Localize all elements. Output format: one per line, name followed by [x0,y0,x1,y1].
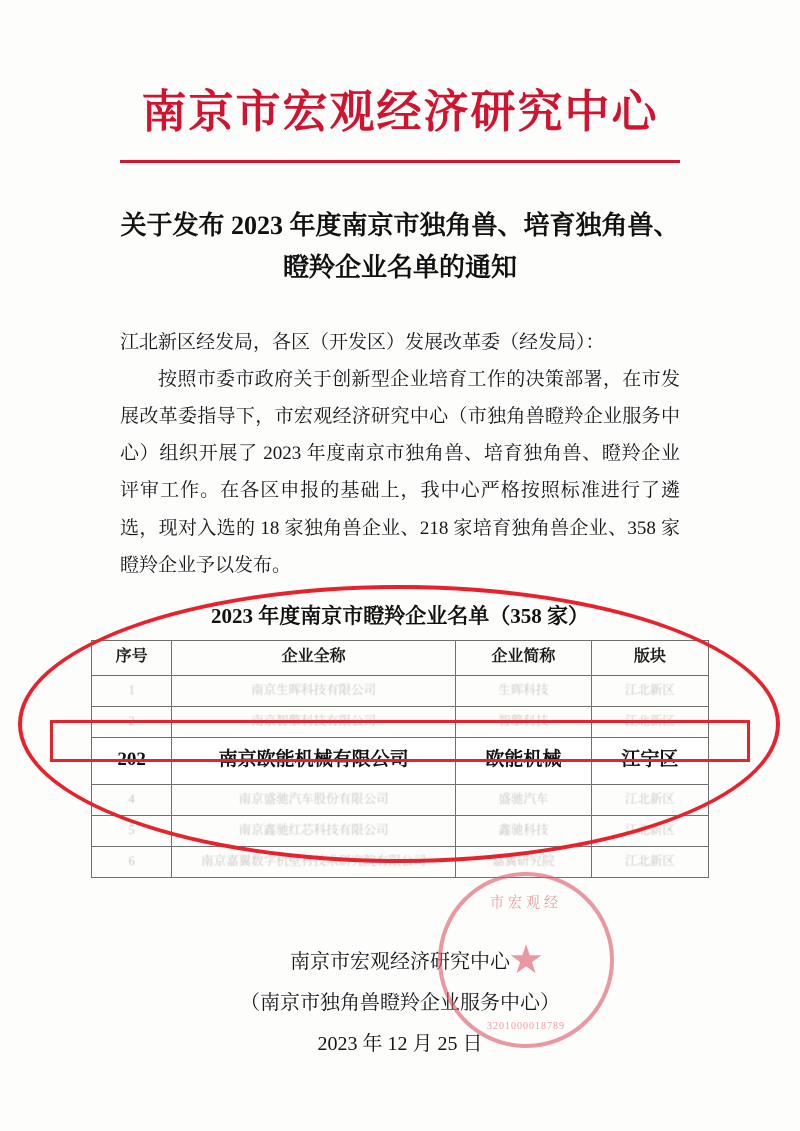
letterhead-divider [120,160,680,163]
cell-short: 盛驰汽车 [456,784,592,815]
column-header-district: 版块 [591,640,708,675]
table-row [92,706,709,737]
company-list-block [91,600,709,878]
table-caption: 2023 年度南京市瞪羚企业名单（358 家） [211,603,589,628]
page-title [110,205,690,291]
addressee-line: 江北新区经发局，各区（开发区）发展改革委（经发局）： [120,332,605,354]
cell-short: 生晖科技 [456,675,592,706]
cell-no: 2 [92,706,172,737]
body-paragraph: 按照市委市政府关于创新型企业培育工作的决策部署，在市发展改革委指导下，市宏观经济研究中心（市独角兽瞪羚企业服务中心）组织开展了 2023 年度南京市独角兽、培育独角兽、瞪羚企业评审工作。在各区申报的基础上，我中心严格按照标准进行了遴选，现对入选的 18 家独角兽企业、218 家培育独角兽企业、358 家瞪羚企业予以发布。 [120,369,680,576]
cell-full: 南京嘉翼数字机壁材技术研究院有限公司 [172,846,456,877]
column-header-short-name: 企业简称 [456,640,592,675]
cell-area: 江北新区 [591,815,708,846]
cell-area: 江宁区 [591,737,708,784]
organization-title: 南京市宏观经济研究中心 [141,87,659,137]
cell-full: 南京鑫驰红芯科技有限公司 [172,815,456,846]
cell-full: 南京智擎科技有限公司 [172,706,456,737]
table-body [92,675,709,877]
table-row [92,846,709,877]
cell-short: 欧能机械 [456,737,592,784]
cell-area: 江北新区 [591,706,708,737]
cell-short: 鑫驰科技 [456,815,592,846]
signature-block [90,937,710,1065]
company-list-table [91,640,709,878]
seal-star-icon: ★ [508,937,544,982]
column-header-no: 序号 [92,640,172,675]
cell-short: 智擎科技 [456,706,592,737]
seal-bottom-text: 3201000018789 [487,1021,565,1032]
cell-no: 4 [92,784,172,815]
table-row [92,784,709,815]
page-title-line-2: 瞪羚企业名单的通知 [282,253,517,283]
cell-area: 江北新区 [591,675,708,706]
document-body [120,324,680,583]
table-row [92,815,709,846]
cell-area: 江北新区 [591,784,708,815]
signature-org: 南京市宏观经济研究中心 [290,950,510,973]
cell-no: 202 [92,737,172,784]
cell-full: 南京生晖科技有限公司 [172,675,456,706]
column-header-full-name: 企业全称 [172,640,456,675]
cell-no: 5 [92,815,172,846]
signature-sub-org: （南京市独角兽瞪羚企业服务中心） [240,991,560,1014]
cell-full: 南京盛驰汽车股份有限公司 [172,784,456,815]
cell-area: 江北新区 [591,846,708,877]
cell-full: 南京欧能机械有限公司 [172,737,456,784]
signature-date: 2023 年 12 月 25 日 [317,1032,483,1055]
table-header-row [92,640,709,675]
page-title-line-1: 关于发布 2023 年度南京市独角兽、培育独角兽、 [120,210,680,240]
table-row-highlighted [92,737,709,784]
letterhead [0,0,800,163]
cell-short: 嘉翼研究院 [456,846,592,877]
seal-top-text: 市宏观经 [490,895,562,912]
table-row [92,675,709,706]
cell-no: 1 [92,675,172,706]
cell-no: 6 [92,846,172,877]
